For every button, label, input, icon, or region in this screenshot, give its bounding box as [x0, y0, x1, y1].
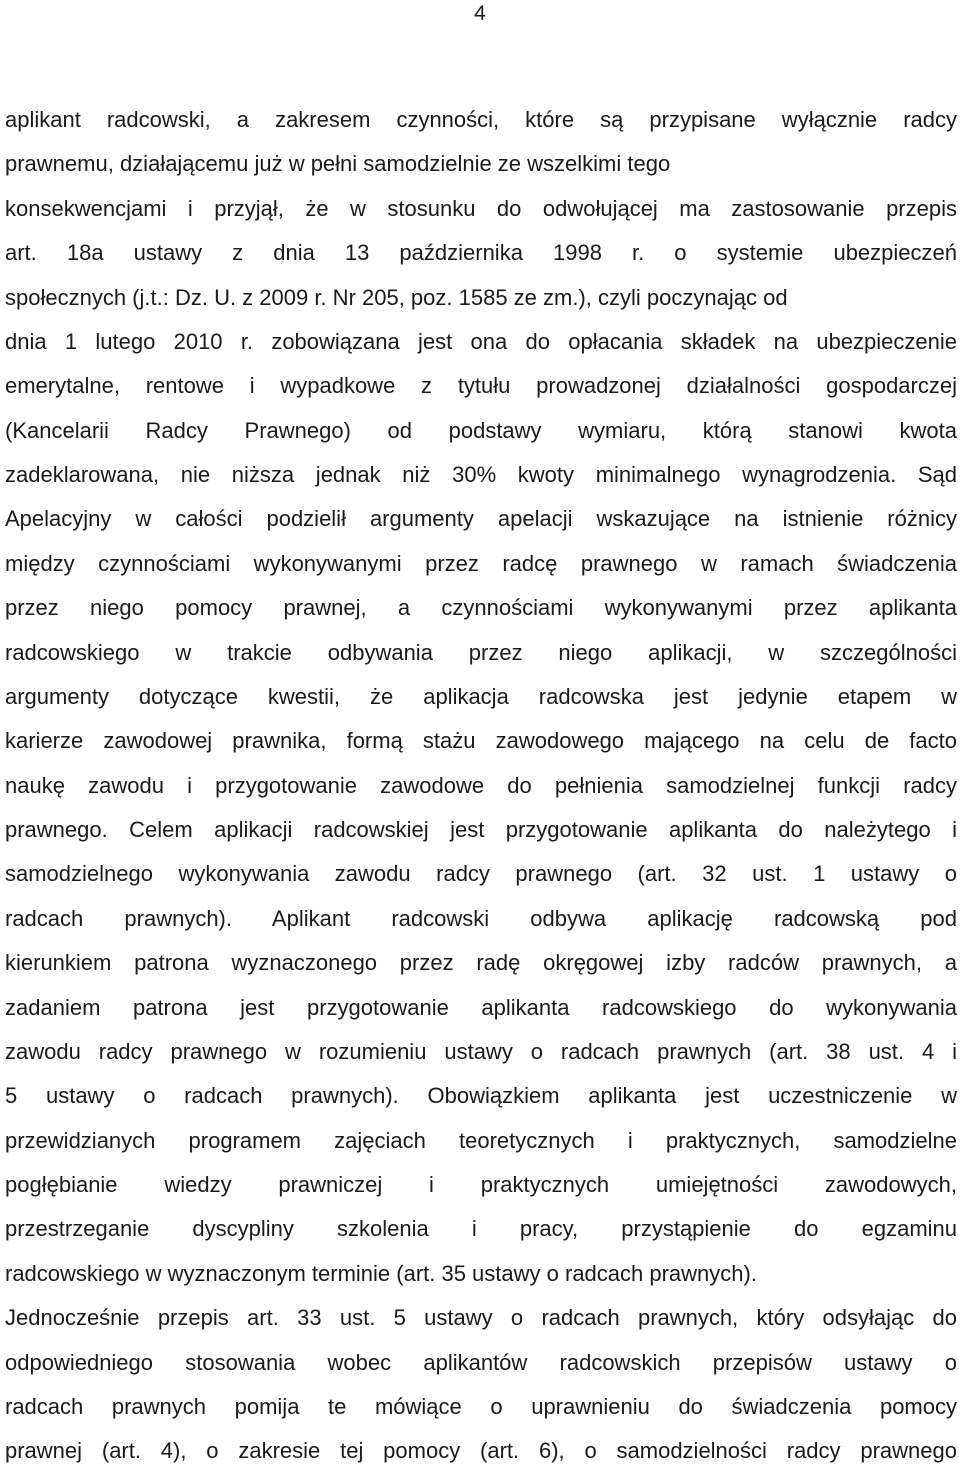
text-line: przez niego pomocy prawnej, a czynnościami wykonywanymi przez aplikanta [5, 595, 957, 621]
text-line: zadeklarowana, nie niższa jednak niż 30% kwoty minimalnego wynagrodzenia. Sąd [5, 462, 957, 487]
text-line: prawnemu, działającemu już w pełni samodzielnie ze wszelkimi tego [5, 151, 671, 177]
text-line: radcach prawnych pomija te mówiące o uprawnieniu do świadczenia pomocy [5, 1393, 957, 1419]
text-line: argumenty dotyczące kwestii, że aplikacja radcowska jest jedynie etapem w [5, 683, 957, 709]
text-line: naukę zawodu i przygotowanie zawodowe do pełnienia samodzielnej funkcji radcy [5, 772, 957, 798]
text-line: (Kancelarii Radcy Prawnego) od podstawy wymiaru, którą stanowi kwota [5, 417, 957, 443]
text-line: przestrzeganie dyscypliny szkolenia i pracy, przystąpienie do egzaminu [5, 1216, 957, 1242]
text-line: emerytalne, rentowe i wypadkowe z tytułu prowadzonej działalności gospodarczej [5, 373, 957, 399]
text-line: samodzielnego wykonywania zawodu radcy prawnego (art. 32 ust. 1 ustawy o [5, 861, 957, 887]
text-line: aplikant radcowski, a zakresem czynności, które są przypisane wyłącznie radcy [5, 107, 957, 132]
text-line: kierunkiem patrona wyznaczonego przez radę okręgowej izby radców prawnych, a [5, 950, 957, 976]
text-line: prawnej (art. 4), o zakresie tej pomocy (art. 6), o samodzielności radcy prawnego [5, 1438, 957, 1464]
document-body [5, 98, 957, 1474]
text-line: przewidzianych programem zajęciach teoretycznych i praktycznych, samodzielne [5, 1127, 957, 1153]
text-line: między czynnościami wykonywanymi przez radcę prawnego w ramach świadczenia [5, 550, 957, 576]
text-line: zawodu radcy prawnego w rozumieniu ustawy o radcach prawnych (art. 38 ust. 4 i [5, 1038, 957, 1064]
text-line: konsekwencjami i przyjął, że w stosunku do odwołującej ma zastosowanie przepis [5, 195, 957, 221]
text-line: radcowskiego w wyznaczonym terminie (art. 35 ustawy o radcach prawnych). [5, 1260, 757, 1286]
text-line: radcach prawnych). Aplikant radcowski odbywa aplikację radcowską pod [5, 905, 957, 931]
text-line: art. 18a ustawy z dnia 13 października 1998 r. o systemie ubezpieczeń [5, 240, 957, 266]
page-number: 4 [474, 2, 486, 25]
text-line: pogłębianie wiedzy prawniczej i praktycznych umiejętności zawodowych, [5, 1172, 957, 1197]
text-line: dnia 1 lutego 2010 r. zobowiązana jest ona do opłacania składek na ubezpieczenie [5, 328, 957, 354]
text-line: prawnego. Celem aplikacji radcowskiej jest przygotowanie aplikanta do należytego i [5, 817, 957, 842]
text-line: zadaniem patrona jest przygotowanie aplikanta radcowskiego do wykonywania [5, 994, 957, 1020]
text-line: społecznych (j.t.: Dz. U. z 2009 r. Nr 205, poz. 1585 ze zm.), czyli poczynając od [5, 284, 788, 310]
text-line: odpowiedniego stosowania wobec aplikantów radcowskich przepisów ustawy o [5, 1349, 957, 1375]
text-line: Jednocześnie przepis art. 33 ust. 5 ustawy o radcach prawnych, który odsyłając do [5, 1305, 957, 1331]
text-line: karierze zawodowej prawnika, formą stażu zawodowego mającego na celu de facto [5, 728, 957, 754]
text-line: Apelacyjny w całości podzielił argumenty apelacji wskazujące na istnienie różnicy [5, 506, 957, 532]
text-line: radcowskiego w trakcie odbywania przez niego aplikacji, w szczególności [5, 639, 957, 665]
text-line: 5 ustawy o radcach prawnych). Obowiązkiem aplikanta jest uczestniczenie w [5, 1083, 957, 1109]
